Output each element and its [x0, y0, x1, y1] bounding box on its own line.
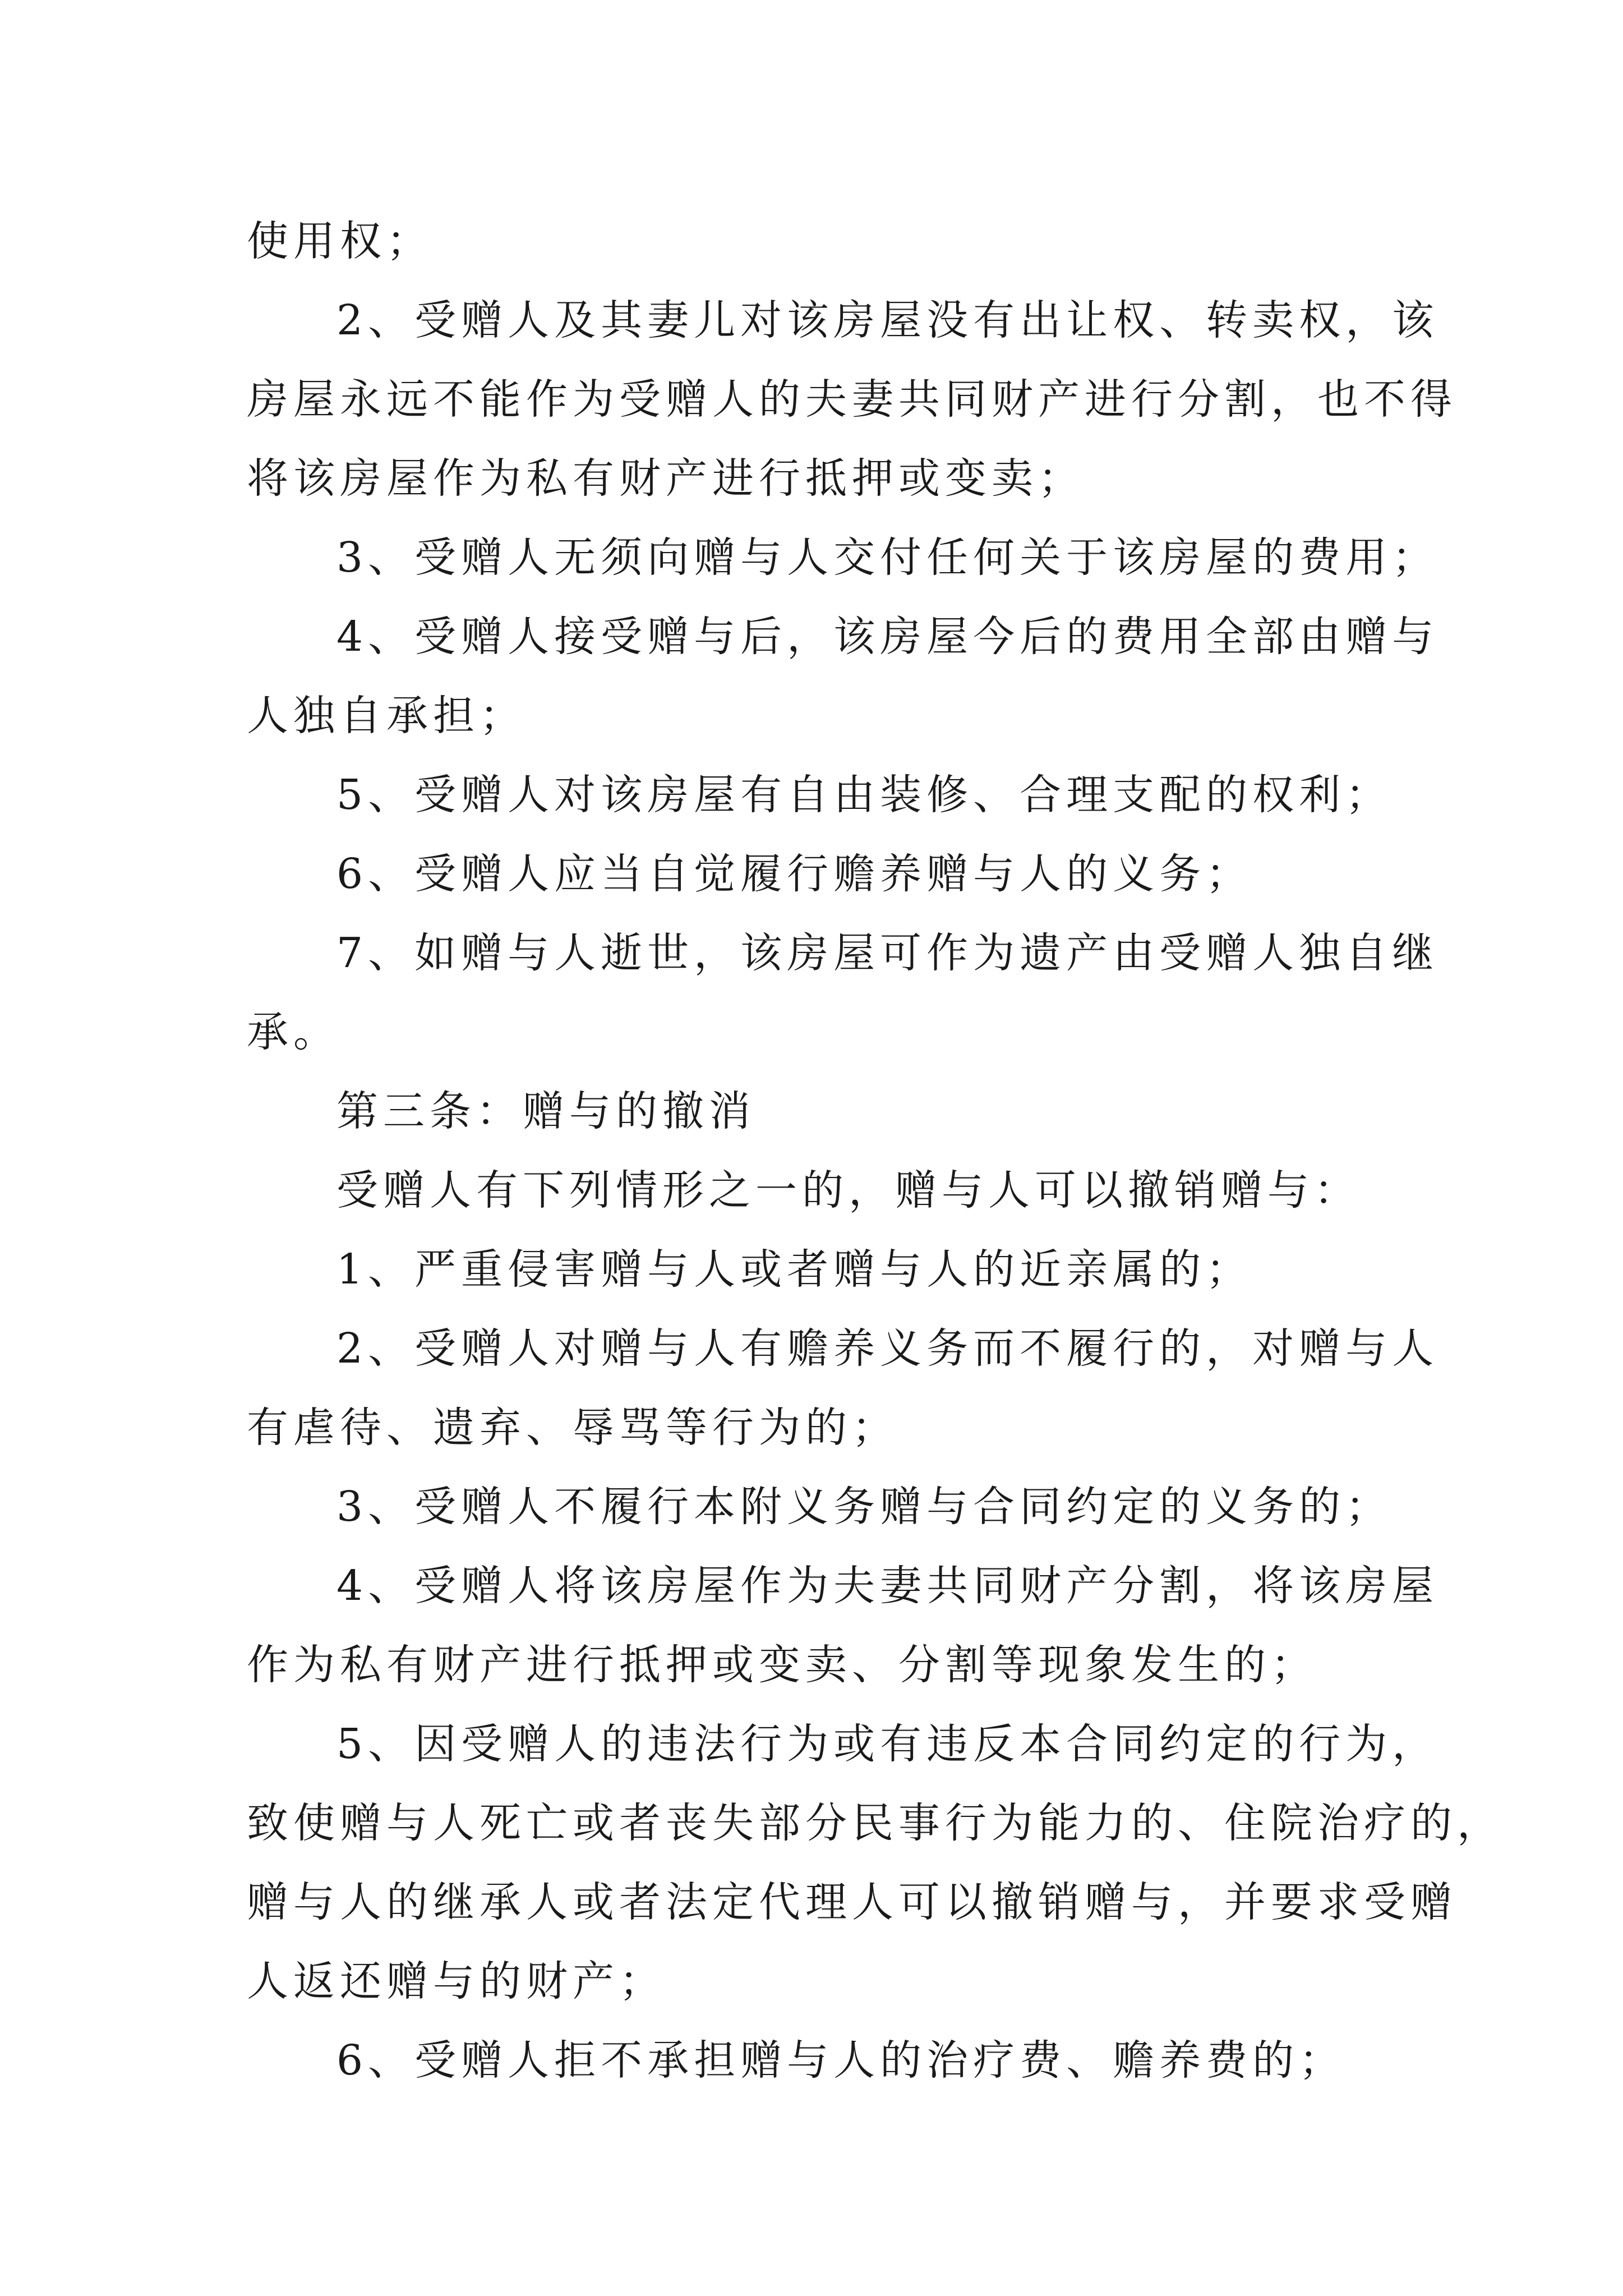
- text-line: 2、受赠人及其妻儿对该房屋没有出让权、转卖权，该: [336, 296, 1439, 344]
- text-line: 3、受赠人无须向赠与人交付任何关于该房屋的费用；: [336, 533, 1439, 582]
- text-line: 第三条：赠与的撤消: [336, 1087, 755, 1135]
- text-line: 5、受赠人对该房屋有自由装修、合理支配的权利；: [336, 771, 1393, 819]
- text-line: 使用权；: [247, 217, 433, 265]
- text-line: 6、受赠人拒不承担赠与人的治疗费、赡养费的；: [336, 2036, 1346, 2085]
- text-line: 赠与人的继承人或者法定代理人可以撤销赠与，并要求受赠: [247, 1878, 1457, 1926]
- text-line: 7、如赠与人逝世，该房屋可作为遗产由受赠人独自继: [336, 929, 1439, 977]
- text-line: 人返还赠与的财产；: [247, 1957, 666, 2005]
- text-line: 致使赠与人死亡或者丧失部分民事行为能力的、住院治疗的，: [247, 1799, 1504, 1847]
- text-line: 6、受赠人应当自觉履行赡养赠与人的义务；: [336, 850, 1253, 898]
- text-line: 1、严重侵害赠与人或者赠与人的近亲属的；: [336, 1245, 1253, 1294]
- text-line: 4、受赠人将该房屋作为夫妻共同财产分割，将该房屋: [336, 1562, 1439, 1610]
- text-line: 2、受赠人对赠与人有赡养义务而不履行的，对赠与人: [336, 1324, 1439, 1373]
- text-line: 有虐待、遗弃、辱骂等行为的；: [247, 1404, 898, 1452]
- text-line: 5、因受赠人的违法行为或有违反本合同约定的行为，: [336, 1720, 1439, 1768]
- text-line: 3、受赠人不履行本附义务赠与合同约定的义务的；: [336, 1483, 1393, 1531]
- text-line: 将该房屋作为私有财产进行抵押或变卖；: [247, 454, 1085, 503]
- text-line: 作为私有财产进行抵押或变卖、分割等现象发生的；: [247, 1641, 1317, 1689]
- text-line: 房屋永远不能作为受赠人的夫妻共同财产进行分割，也不得: [247, 375, 1457, 424]
- text-line: 受赠人有下列情形之一的，赠与人可以撤销赠与：: [336, 1166, 1361, 1214]
- text-line: 4、受赠人接受赠与后，该房屋今后的费用全部由赠与: [336, 613, 1439, 661]
- text-line: 承。: [247, 1008, 340, 1056]
- text-line: 人独自承担；: [247, 692, 526, 740]
